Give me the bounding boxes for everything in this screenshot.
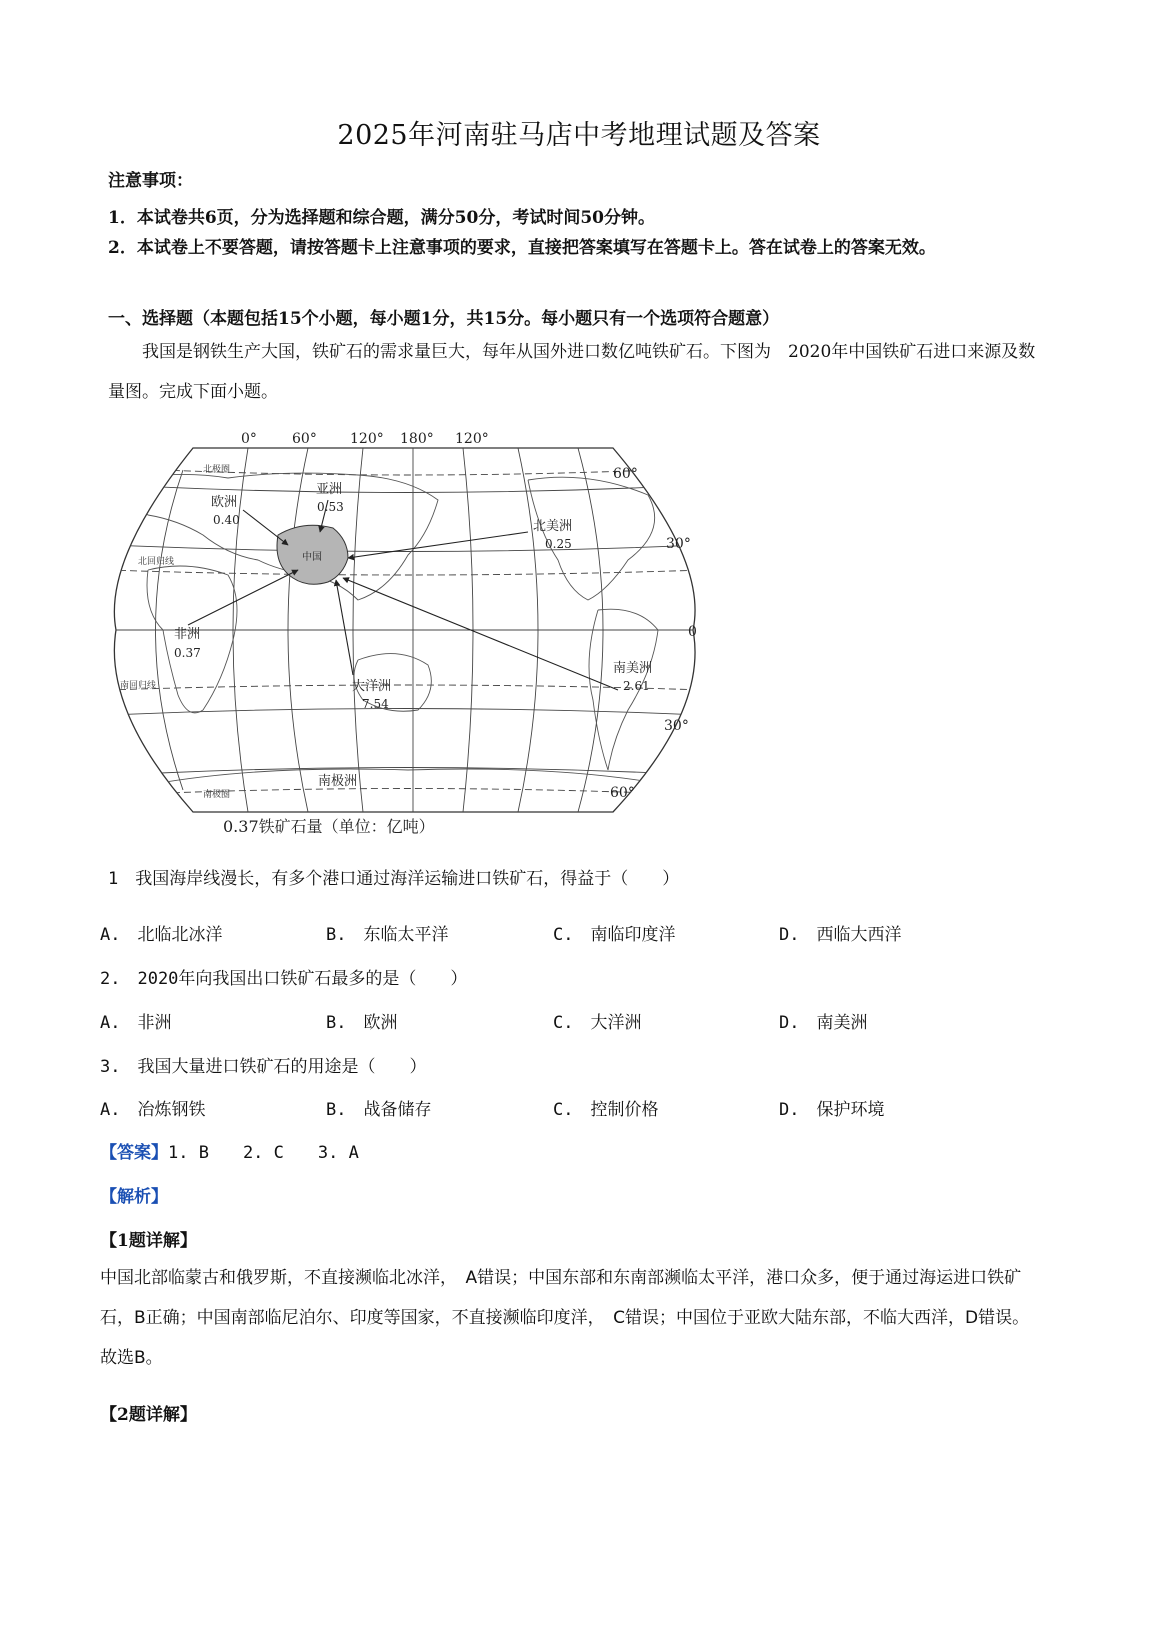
source-south-america-name: 南美洲 [613,661,653,676]
notice-item-2: 2．本试卷上不要答题，请按答题卡上注意事项的要求，直接把答案填写在答题卡上。答在试卷上的答案无效。 [108,238,936,258]
map-caption: 0.37铁矿石量（单位：亿吨） [223,817,435,836]
lon-label-0: 0° [241,431,257,447]
question-2-option-c[interactable]: C. 大洋洲 [553,1013,642,1033]
notice-heading: 注意事项： [108,171,193,191]
notice-item-1: 1．本试卷共6页，分为选择题和综合题，满分50分，考试时间50分钟。 [108,208,655,228]
question-1-option-b[interactable]: B. 东临太平洋 [326,925,449,945]
question-2-stem: 2. 2020年向我国出口铁矿石最多的是（ ） [100,969,468,989]
question-3-option-c[interactable]: C. 控制价格 [553,1100,659,1120]
source-north-america-name: 北美洲 [533,519,573,534]
question-2-option-b[interactable]: B. 欧洲 [326,1013,398,1033]
lat-label-60s: 60° [610,785,635,801]
iron-ore-import-map [108,431,748,860]
lat-label-30n: 30° [666,536,691,552]
answer-tag: 【答案】 [100,1143,168,1163]
source-south-america-value: 2.61 [623,679,650,693]
question-2-option-a[interactable]: A. 非洲 [100,1013,172,1033]
answer-line [100,1138,359,1163]
question-3-option-d[interactable]: D. 保护环境 [779,1100,885,1120]
source-asia-value: 0.53 [317,500,344,514]
analysis-tag: 【解析】 [100,1187,168,1207]
lon-label-120e: 120° [350,431,384,447]
source-oceania-value: 7.54 [362,697,389,711]
source-north-america-value: 0.25 [545,537,572,551]
lat-label-60n: 60° [613,466,638,482]
question-2-option-d[interactable]: D. 南美洲 [779,1013,868,1033]
lat-label-0: 0 [688,624,697,640]
source-europe-name: 欧洲 [211,495,238,510]
lon-label-60: 60° [292,431,317,447]
detail-1-text: 中国北部临蒙古和俄罗斯，不直接濒临北冰洋， A错误；中国东部和东南部濒临太平洋，港口众多，便于通过海运进口铁矿石，B正确；中国南部临尼泊尔、印度等国家，不直接濒临印度洋， C错误；中国位于亚欧大陆东部，不临大西洋，D错误。故选B。 [100,1268,1030,1368]
question-3-stem: 3. 我国大量进口铁矿石的用途是（ ） [100,1057,427,1077]
detail-1-heading: 【1题详解】 [100,1231,197,1251]
detail-2-heading: 【2题详解】 [100,1405,197,1425]
question-3-option-a[interactable]: A. 冶炼钢铁 [100,1100,206,1120]
question-3-option-b[interactable]: B. 战备储存 [326,1100,432,1120]
tropic-cancer-label: 北回归线 [138,557,175,567]
intro-paragraph: 我国是钢铁生产大国，铁矿石的需求量巨大，每年从国外进口数亿吨铁矿石。下图为 2020年中国铁矿石进口来源及数量图。完成下面小题。 [108,342,1036,402]
question-1-stem: 1 我国海岸线漫长，有多个港口通过海洋运输进口铁矿石，得益于（ ） [108,869,680,889]
source-africa-value: 0.37 [174,646,201,660]
lon-label-180: 180° [400,431,434,447]
answer-text: 1. B 2. C 3. A [168,1143,359,1163]
page-title: 2025年河南驻马店中考地理试题及答案 [337,120,821,151]
question-1-option-a[interactable]: A. 北临北冰洋 [100,925,223,945]
question-1-option-d[interactable]: D. 西临大西洋 [779,925,902,945]
antarctic-circle-label: 南极圈 [203,790,231,800]
source-oceania-name: 大洋洲 [352,679,392,694]
arctic-circle-label: 北极圈 [203,465,231,475]
antarctica-label: 南极洲 [318,774,358,789]
tropic-capricorn-label: 南回归线 [120,681,157,691]
section-heading: 一、选择题（本题包括15个小题，每小题1分，共15分。每小题只有一个选项符合题意） [108,309,780,329]
lon-label-120w: 120° [455,431,489,447]
question-1-option-c[interactable]: C. 南临印度洋 [553,925,676,945]
source-europe-value: 0.40 [213,513,240,527]
source-africa-name: 非洲 [174,627,201,642]
china-label: 中国 [302,552,322,563]
lat-label-30s: 30° [664,718,689,734]
source-asia-name: 亚洲 [316,482,343,497]
